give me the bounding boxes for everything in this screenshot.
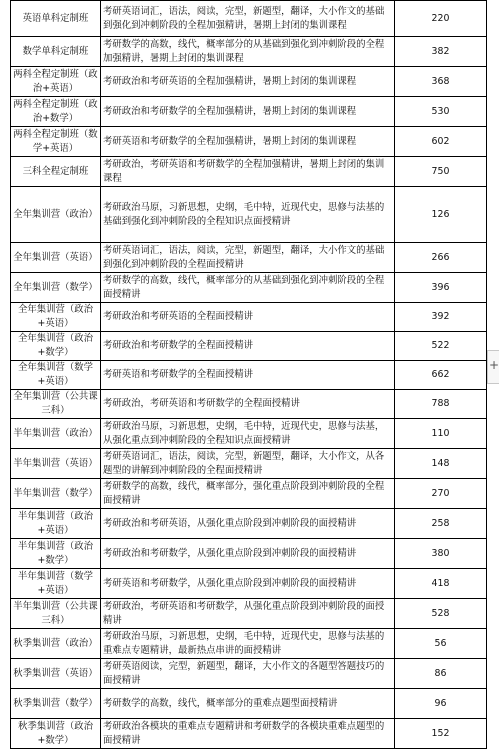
table-row bbox=[11, 303, 487, 332]
course-price: 418 bbox=[395, 569, 487, 599]
course-description: 考研英语词汇，语法，阅读，完型，新题型，翻译，大小作文的基础到强化到冲刺阶段的全程加强精讲，暑期上封闭的集训课程 bbox=[101, 1, 395, 37]
course-description: 考研政治，考研英语和考研数学，从强化重点阶段到冲刺阶段的面授精讲 bbox=[101, 599, 395, 629]
table-row bbox=[11, 479, 487, 509]
course-description: 考研数学的高数，线代，概率部分的从基础到强化到冲刺阶段的全程加强精讲，暑期上封闭的集训课程 bbox=[101, 37, 395, 67]
course-name: 两科全程定制班（政治+英语） bbox=[11, 67, 101, 97]
course-description: 考研政治和考研数学的全程面授精讲 bbox=[101, 332, 395, 361]
course-description: 考研英语和考研数学的全程面授精讲 bbox=[101, 361, 395, 390]
table-row bbox=[11, 719, 487, 749]
course-price: 110 bbox=[395, 419, 487, 449]
course-description: 考研政治和考研英语的全程面授精讲 bbox=[101, 303, 395, 332]
course-name: 全年集训营（政治+英语） bbox=[11, 303, 101, 332]
course-description: 考研政治，考研英语和考研数学的全程加强精讲，暑期上封闭的集训课程 bbox=[101, 157, 395, 187]
course-price: 368 bbox=[395, 67, 487, 97]
course-name: 全年集训营（政治） bbox=[11, 187, 101, 243]
course-description: 考研政治，考研英语和考研数学的全程面授精讲 bbox=[101, 390, 395, 419]
table-row bbox=[11, 1, 487, 37]
course-name: 两科全程定制班（数学+英语） bbox=[11, 127, 101, 157]
course-name: 半年集训营（政治） bbox=[11, 419, 101, 449]
course-price: 392 bbox=[395, 303, 487, 332]
table-row bbox=[11, 689, 487, 719]
course-description: 考研数学的高数，线代，概率部分，强化重点阶段到冲刺阶段的全程面授精讲 bbox=[101, 479, 395, 509]
table-row bbox=[11, 273, 487, 303]
course-price: 258 bbox=[395, 509, 487, 539]
course-name: 英语单科定制班 bbox=[11, 1, 101, 37]
course-description: 考研英语和考研数学的全程加强精讲，暑期上封闭的集训课程 bbox=[101, 127, 395, 157]
course-price: 382 bbox=[395, 37, 487, 67]
course-name: 半年集训营（英语） bbox=[11, 449, 101, 479]
table-row bbox=[11, 419, 487, 449]
course-name: 全年集训营（数学） bbox=[11, 273, 101, 303]
course-name: 半年集训营（数学） bbox=[11, 479, 101, 509]
course-description: 考研英语和考研数学，从强化重点阶段到冲刺阶段的面授精讲 bbox=[101, 569, 395, 599]
course-description: 考研政治马原，习新思想，史纲，毛中特，近现代史，思修与法基，从强化重点到冲刺阶段的全程知识点面授精讲 bbox=[101, 419, 395, 449]
course-name: 数学单科定制班 bbox=[11, 37, 101, 67]
course-name: 秋季集训营（政治+数学） bbox=[11, 719, 101, 749]
table-row bbox=[11, 390, 487, 419]
table-row bbox=[11, 449, 487, 479]
course-price: 662 bbox=[395, 361, 487, 390]
course-name: 半年集训营（政治+英语） bbox=[11, 509, 101, 539]
course-price-table bbox=[10, 0, 487, 749]
table-row bbox=[11, 243, 487, 273]
course-price: 788 bbox=[395, 390, 487, 419]
course-description: 考研英语阅读，完型，新题型，翻译，大小作文的各题型答题技巧的面授精讲 bbox=[101, 659, 395, 689]
course-description: 考研英语词汇，语法，阅读，完型，新题型，翻译，大小作文的基础到强化到冲刺阶段的全程面授精讲 bbox=[101, 243, 395, 273]
table-row bbox=[11, 569, 487, 599]
course-name: 秋季集训营（数学） bbox=[11, 689, 101, 719]
course-name: 全年集训营（英语） bbox=[11, 243, 101, 273]
course-price: 220 bbox=[395, 1, 487, 37]
course-price: 152 bbox=[395, 719, 487, 749]
course-name: 全年集训营（政治+数学） bbox=[11, 332, 101, 361]
course-name: 全年集训营（数学+英语） bbox=[11, 361, 101, 390]
course-name: 秋季集训营（政治） bbox=[11, 629, 101, 659]
table-row bbox=[11, 629, 487, 659]
course-description: 考研政治和考研英语，从强化重点阶段到冲刺阶段的面授精讲 bbox=[101, 509, 395, 539]
table-row bbox=[11, 37, 487, 67]
course-price: 96 bbox=[395, 689, 487, 719]
course-description: 考研数学的高数，线代，概率部分的从基础到强化到冲刺阶段的全程面授精讲 bbox=[101, 273, 395, 303]
course-price: 266 bbox=[395, 243, 487, 273]
course-price: 380 bbox=[395, 539, 487, 569]
course-price: 126 bbox=[395, 187, 487, 243]
course-price: 86 bbox=[395, 659, 487, 689]
table-row bbox=[11, 659, 487, 689]
course-price: 396 bbox=[395, 273, 487, 303]
course-description: 考研政治和考研数学，从强化重点阶段到冲刺阶段的面授精讲 bbox=[101, 539, 395, 569]
course-description: 考研数学的高数，线代，概率部分的重难点题型面授精讲 bbox=[101, 689, 395, 719]
table-row bbox=[11, 332, 487, 361]
table-row bbox=[11, 157, 487, 187]
course-name: 半年集训营（政治+数学） bbox=[11, 539, 101, 569]
table-row bbox=[11, 539, 487, 569]
course-name: 两科全程定制班（政治+数学） bbox=[11, 97, 101, 127]
course-price: 602 bbox=[395, 127, 487, 157]
course-description: 考研政治和考研英语的全程加强精讲，暑期上封闭的集训课程 bbox=[101, 67, 395, 97]
course-name: 全年集训营（公共课三科） bbox=[11, 390, 101, 419]
course-description: 考研政治各模块的重难点专题精讲和考研数学的各模块重难点题型的面授精讲 bbox=[101, 719, 395, 749]
course-price: 750 bbox=[395, 157, 487, 187]
course-name: 半年集训营（公共课三科） bbox=[11, 599, 101, 629]
course-description: 考研政治马原，习新思想，史纲，毛中特，近现代史，思修与法基的重难点专题精讲，最新热点串讲的面授精讲 bbox=[101, 629, 395, 659]
course-description: 考研英语词汇，语法，阅读，完型，新题型，翻译，大小作文，从各题型的讲解到冲刺阶段的全程面授精讲 bbox=[101, 449, 395, 479]
course-price: 270 bbox=[395, 479, 487, 509]
table-row bbox=[11, 509, 487, 539]
course-description: 考研政治和考研数学的全程加强精讲，暑期上封闭的集训课程 bbox=[101, 97, 395, 127]
course-description: 考研政治马原，习新思想，史纲，毛中特，近现代史，思修与法基的基础到强化到冲刺阶段的全程知识点面授精讲 bbox=[101, 187, 395, 243]
table-row bbox=[11, 97, 487, 127]
course-name: 秋季集训营（英语） bbox=[11, 659, 101, 689]
course-price: 148 bbox=[395, 449, 487, 479]
plus-icon[interactable]: + bbox=[489, 358, 499, 372]
course-price: 56 bbox=[395, 629, 487, 659]
table-row bbox=[11, 67, 487, 97]
table-row bbox=[11, 361, 487, 390]
course-name: 半年集训营（数学+英语） bbox=[11, 569, 101, 599]
table-row bbox=[11, 127, 487, 157]
course-price: 528 bbox=[395, 599, 487, 629]
table-row bbox=[11, 187, 487, 243]
course-price: 522 bbox=[395, 332, 487, 361]
course-price: 530 bbox=[395, 97, 487, 127]
table-body bbox=[11, 1, 487, 749]
course-name: 三科全程定制班 bbox=[11, 157, 101, 187]
table-row bbox=[11, 599, 487, 629]
